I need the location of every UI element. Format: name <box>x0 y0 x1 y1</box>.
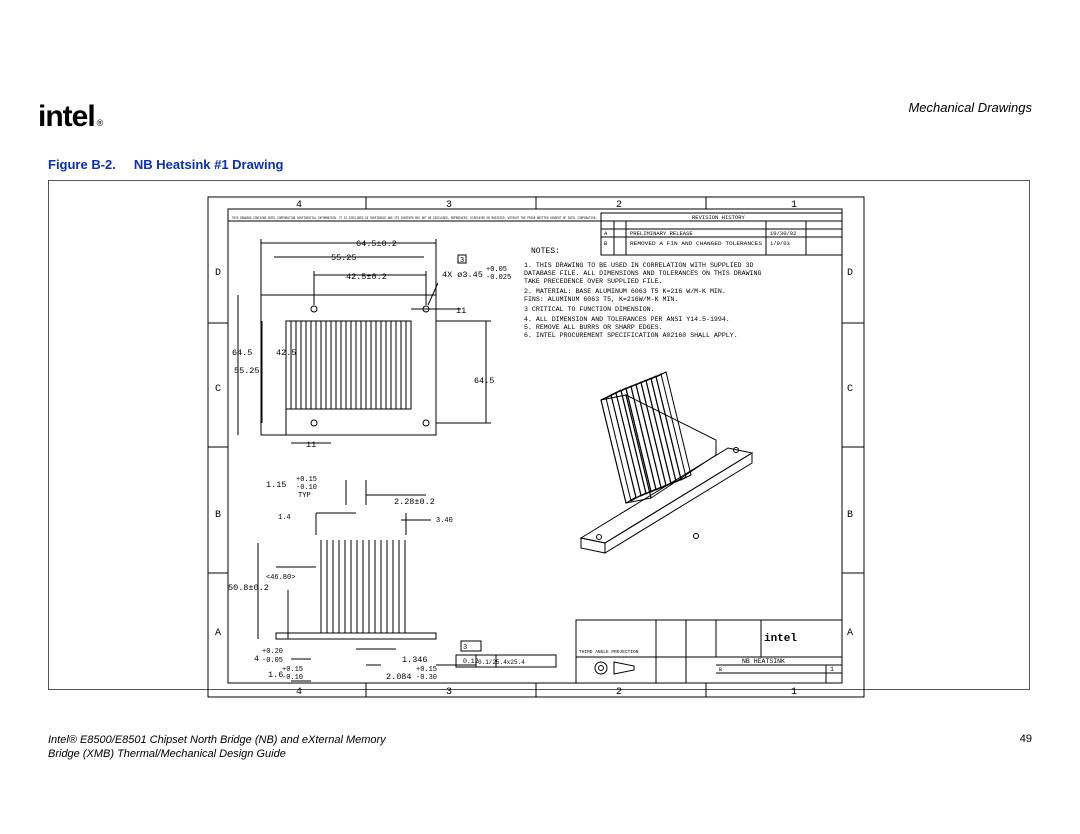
dim-flatness: 0.12 <box>463 658 479 665</box>
title-block-logo: intel <box>764 633 798 645</box>
dim-fin-pitch: 2.28±0.2 <box>394 497 435 507</box>
note-line-1: 1. THIS DRAWING TO BE USED IN CORRELATION WITH SUPPLIED 3D <box>524 262 754 269</box>
confidential-note: THIS DRAWING CONTAINS INTEL CORPORATION CONFIDENTIAL INFORMATION. IT IS DISCLOSED IN CONFIDENCE AND ITS CONTENTS MAY NOT BE DISCLOSED, REPRODUCED, DISPLAYED OR MODIFIED, WITHOUT THE PRIOR WRITTEN CONSENT OF INTEL CORPORATION. <box>232 217 597 221</box>
dim-bottom-b-plus: +0.15 <box>416 666 438 674</box>
rev-b-date: 1/9/03 <box>770 240 790 247</box>
dim-tip-thickness: 4 <box>254 654 260 664</box>
dim-bottom-a-plus: +0.15 <box>282 666 304 674</box>
note-line-8: 5. REMOVE ALL BURRS OR SHARP EDGES. <box>524 324 663 331</box>
dim-base-thk-minus: -0.10 <box>296 484 318 492</box>
note-line-5: FINS: ALUMINUM 6063 T5, K=216W/M-K MIN. <box>524 296 679 303</box>
crit-mark-side: 3 <box>463 644 468 652</box>
zone-side-d-right: D <box>847 268 854 279</box>
note-line-7: 4. ALL DIMENSION AND TOLERANCES PER ANSI Y14.5-1994. <box>524 316 730 323</box>
dim-bottom-a: 1.6 <box>268 670 284 680</box>
intel-logo: intel ® <box>38 100 103 133</box>
document-title <box>48 733 386 761</box>
dim-bottom-a-minus: -0.10 <box>282 674 304 682</box>
heatsink-drawing <box>206 195 866 700</box>
zone-side-c-right: C <box>847 384 854 395</box>
zone-top-3: 3 <box>446 200 453 211</box>
dim-tip-plus: +0.20 <box>262 648 284 656</box>
document-title-line-2: Bridge (XMB) Thermal/Mechanical Design Guide <box>48 748 286 760</box>
dim-hole-span: 42.5±0.2 <box>346 272 387 282</box>
notes-title: NOTES: <box>531 247 560 256</box>
rev-a-desc: PRELIMINARY RELEASE <box>630 230 693 237</box>
zone-side-b-right: B <box>847 510 854 521</box>
dim-left-c: 55.25 <box>234 366 260 376</box>
dim-total-height: 50.8±0.2 <box>228 583 269 593</box>
zone-bottom-4: 4 <box>296 687 303 698</box>
dim-fin-height: 11 <box>456 306 467 316</box>
dim-left-a: 64.5 <box>232 348 253 358</box>
dim-overall-width: 64.5±0.2 <box>356 239 397 249</box>
zone-bottom-3: 3 <box>446 687 453 698</box>
zone-top-4: 4 <box>296 200 303 211</box>
dim-tip-minus: -0.05 <box>262 657 284 665</box>
zone-bottom-1: 1 <box>791 687 798 698</box>
rev-b-letter: B <box>604 240 608 247</box>
section-title: Mechanical Drawings <box>908 100 1032 115</box>
dim-hole-tol-minus: -0.025 <box>486 274 512 282</box>
rev-a-date: 10/30/02 <box>770 230 797 237</box>
note-line-2: DATABASE FILE. ALL DIMENSIONS AND TOLERANCES ON THIS DRAWING <box>524 270 762 277</box>
dim-hole-callout: 4X ø3.45 <box>442 270 483 280</box>
dim-fin-height-ref: <46.80> <box>266 574 296 582</box>
zone-side-a-right: A <box>847 628 854 639</box>
dim-hole-tol-plus: +0.05 <box>486 266 508 274</box>
zone-bottom-2: 2 <box>616 687 623 698</box>
figure-title <box>48 157 283 172</box>
drawing-title: NB HEATSINK <box>742 658 785 665</box>
dim-flatness-area: 0.1/25.4x25.4 <box>478 659 525 666</box>
dim-left-b: 42.5 <box>276 348 297 358</box>
dim-bottom-b: 2.084 <box>386 672 412 682</box>
document-title-line-1: Intel® E8500/E8501 Chipset North Bridge (NB) and eXternal Memory <box>48 734 386 746</box>
note-line-9: 6. INTEL PROCUREMENT SPECIFICATION A02160 SHALL APPLY. <box>524 332 738 339</box>
dim-base-thickness: 1.15 <box>266 480 287 490</box>
dim-base-thk-plus: +0.15 <box>296 476 318 484</box>
projection-label: THIRD ANGLE PROJECTION <box>579 650 639 655</box>
rev-b-desc: REMOVED A FIN AND CHANGED TOLERANCES <box>630 240 763 247</box>
note-line-6: 3 CRITICAL TO FUNCTION DIMENSION. <box>524 306 655 313</box>
zone-top-1: 1 <box>791 200 798 211</box>
dim-right-height: 64.5 <box>474 376 495 386</box>
note-line-3: TAKE PRECEDENCE OVER SUPPLIED FILE. <box>524 278 663 285</box>
crit-mark-top: 3 <box>460 257 465 265</box>
zone-side-d: D <box>215 268 222 279</box>
dim-fin-thickness: 1.4 <box>278 514 291 522</box>
dim-fin-gap: 3.40 <box>436 517 453 525</box>
dim-typ: TYP <box>298 492 311 500</box>
zone-side-b: B <box>215 510 222 521</box>
sheet-number: 1 <box>830 666 834 673</box>
dim-bottom-b-minus: -0.30 <box>416 674 438 682</box>
dim-tip-length: 1.346 <box>402 655 428 665</box>
page-number: 49 <box>1019 733 1032 745</box>
revision-title: REVISION HISTORY <box>692 214 745 221</box>
figure-number: Figure B-2. <box>48 157 116 172</box>
zone-side-a: A <box>215 628 222 639</box>
rev-a-letter: A <box>604 230 608 237</box>
note-line-4: 2. MATERIAL: BASE ALUMINUM 6063 T5 K=216 W/M-K MIN. <box>524 288 726 295</box>
sheet-size: B <box>719 667 723 673</box>
zone-side-c: C <box>215 384 222 395</box>
zone-top-2: 2 <box>616 200 623 211</box>
figure-caption: NB Heatsink #1 Drawing <box>133 157 284 172</box>
dim-base-width: 55.25 <box>331 253 357 263</box>
dim-hole-offset: 11 <box>306 440 317 450</box>
